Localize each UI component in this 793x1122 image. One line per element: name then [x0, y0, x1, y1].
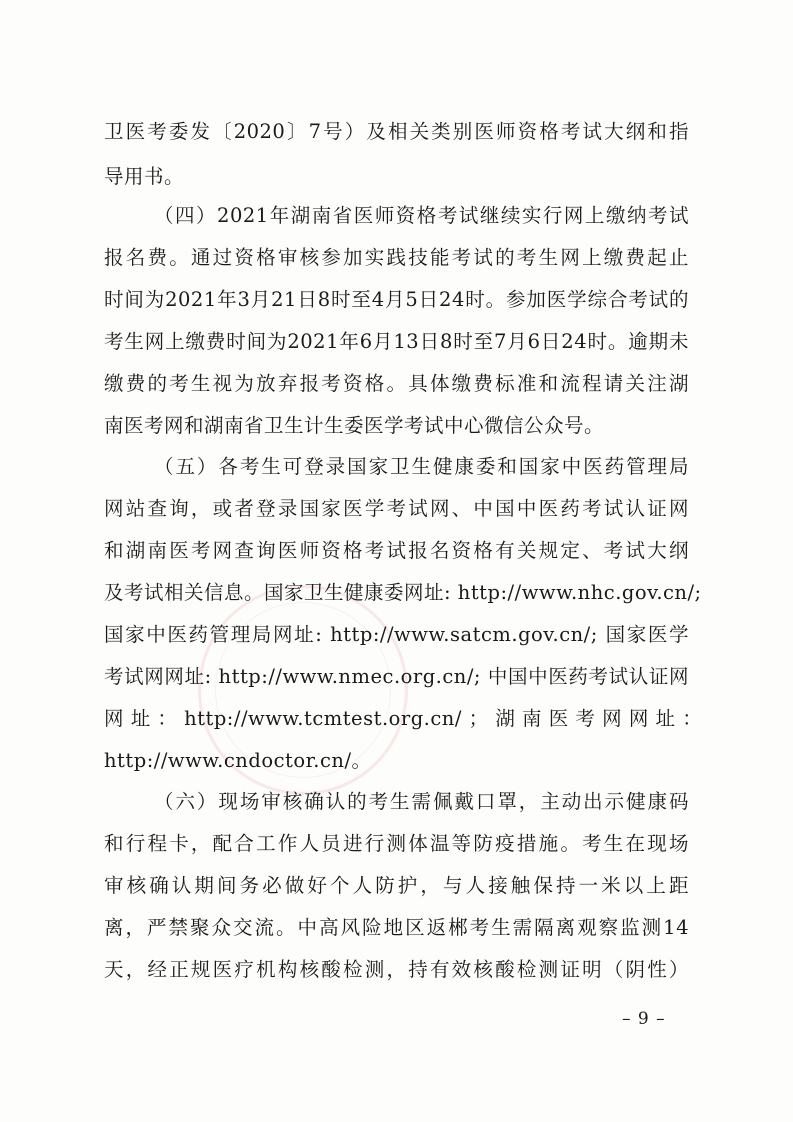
text-line: 南医考网和湖南省卫生计生委医学考试中心微信公众号。 [104, 414, 605, 437]
text-line: 网站查询，或者登录国家医学考试网、中国中医药考试认证网 [104, 497, 689, 520]
text-line: 网 址 ： http://www.tcmtest.org.cn/ ； 湖 南 医 考 网 网 址 ： [104, 707, 703, 730]
text-line: 离，严禁聚众交流。中高风险地区返郴考生需隔离观察监测14 [104, 916, 689, 939]
text-line: 导用书。 [104, 165, 185, 188]
text-line: 卫医考委发〔2020〕7号）及相关类别医师资格考试大纲和指 [104, 120, 689, 143]
text-line: 天，经正规医疗机构核酸检测，持有效核酸检测证明（阴性） [104, 958, 689, 981]
text-line: 国家中医药管理局网址: http://www.satcm.gov.cn/; 国家医学 [104, 623, 689, 646]
paragraph-4-heading-line: （四）2021年湖南省医师资格考试继续实行网上缴纳考试 [154, 204, 689, 227]
text-line: 缴费的考生视为放弃报考资格。具体缴费标准和流程请关注湖 [104, 372, 689, 395]
text-line: 时间为2021年3月21日8时至4月5日24时。参加医学综合考试的 [104, 288, 689, 311]
text-line: 考生网上缴费时间为2021年6月13日8时至7月6日24时。逾期未 [104, 330, 689, 353]
text-line: 和湖南医考网查询医师资格考试报名资格有关规定、考试大纲 [104, 539, 689, 562]
text-line: 和行程卡，配合工作人员进行测体温等防疫措施。考生在现场 [104, 832, 689, 855]
paragraph-6-heading-line: （六）现场审核确认的考生需佩戴口罩，主动出示健康码 [154, 790, 689, 813]
text-line: 审核确认期间务必做好个人防护，与人接触保持一米以上距 [104, 874, 689, 897]
text-line: http://www.cndoctor.cn/。 [104, 749, 372, 772]
paragraph-5-heading-line: （五）各考生可登录国家卫生健康委和国家中医药管理局 [154, 455, 689, 478]
text-line: 报名费。通过资格审核参加实践技能考试的考生网上缴费起止 [104, 246, 689, 269]
text-line: 及考试相关信息。国家卫生健康委网址: http://www.nhc.gov.cn/; [104, 581, 702, 604]
page-number: – 9 – [622, 1009, 666, 1029]
text-line: 考试网网址: http://www.nmec.org.cn/; 中国中医药考试认证网 [104, 665, 689, 688]
